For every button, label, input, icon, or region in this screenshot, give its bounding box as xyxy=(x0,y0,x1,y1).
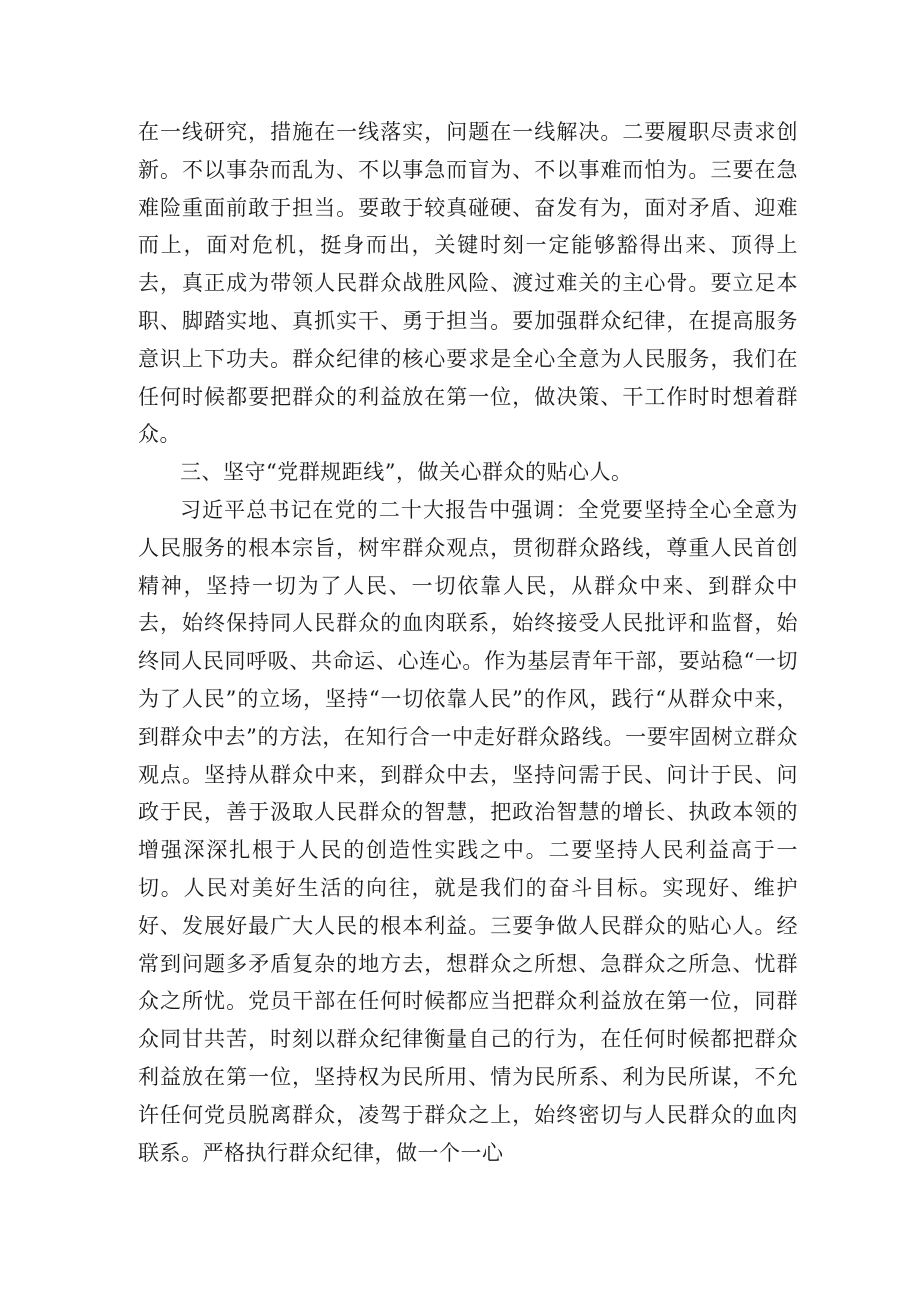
document-page xyxy=(138,114,798,1172)
body-paragraph-continued: 在一线研究，措施在一线落实，问题在一线解决。二要履职尽责求创新。不以事杂而乱为、不以事急而盲为、不以事难而怕为。三要在急难险重面前敢于担当。要敢于较真碰硬、奋发有为，面对矛盾、迎难而上，面对危机，挺身而出，关键时刻一定能够豁得出来、顶得上去，真正成为带领人民群众战胜风险、渡过难关的主心骨。要立足本职、脚踏实地、真抓实干、勇于担当。要加强群众纪律，在提高服务意识上下功夫。群众纪律的核心要求是全心全意为人民服务，我们在任何时候都要把群众的利益放在第一位，做决策、干工作时时想着群众。 xyxy=(138,120,798,447)
section-heading: 三、坚守“党群规距线”，做关心群众的贴心人。 xyxy=(180,460,633,485)
body-paragraph: 习近平总书记在党的二十大报告中强调：全党要坚持全心全意为人民服务的根本宗旨，树牢群众观点，贯彻群众路线，尊重人民首创精神，坚持一切为了人民、一切依靠人民，从群众中来、到群众中去，始终保持同人民群众的血肉联系，始终接受人民批评和监督，始终同人民同呼吸、共命运、心连心。作为基层青年干部，要站稳“一切为了人民”的立场，坚持“一切依靠人民”的作风，践行“从群众中来，到群众中去”的方法，在知行合一中走好群众路线。一要牢固树立群众观点。坚持从群众中来，到群众中去，坚持问需于民、问计于民、问政于民，善于汲取人民群众的智慧，把政治智慧的增长、执政本领的增强深深扎根于人民的创造性实践之中。二要坚持人民利益高于一切。人民对美好生活的向往，就是我们的奋斗目标。实现好、维护好、发展好最广大人民的根本利益。三要争做人民群众的贴心人。经常到问题多矛盾复杂的地方去，想群众之所想、急群众之所急、忧群众之所忧。党员干部在任何时候都应当把群众利益放在第一位，同群众同甘共苦，时刻以群众纪律衡量自己的行为，在任何时候都把群众利益放在第一位，坚持权为民所用、情为民所系、利为民所谋，不允许任何党员脱离群众，凌驾于群众之上，始终密切与人民群众的血肉联系。严格执行群众纪律，做一个一心 xyxy=(138,497,798,1165)
